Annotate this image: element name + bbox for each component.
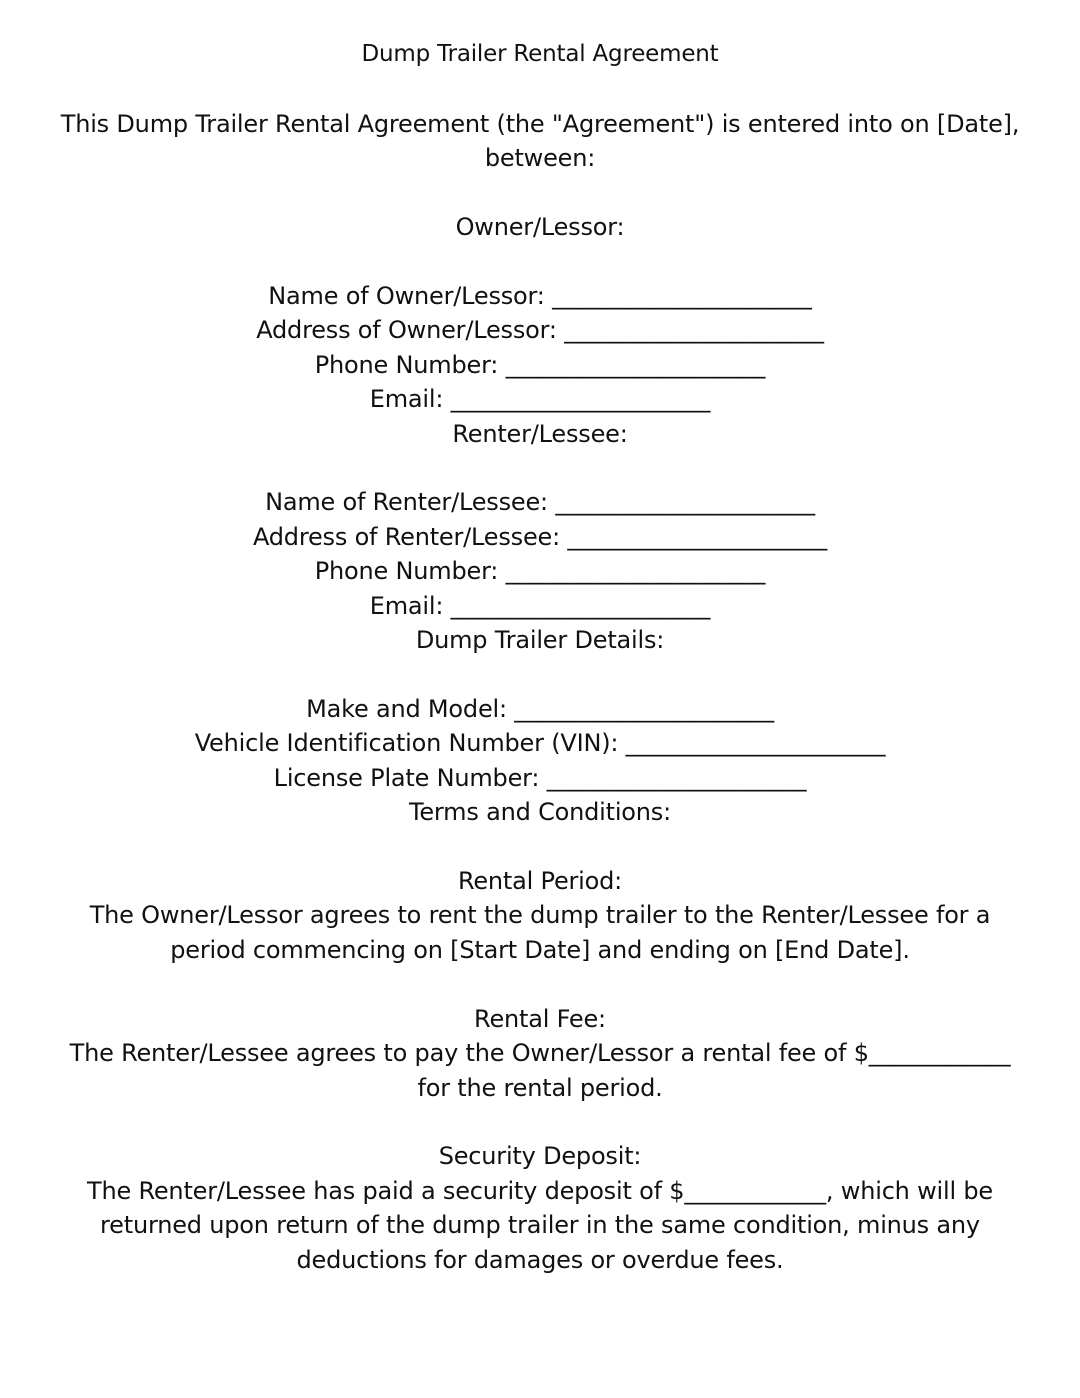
security-deposit-line-1: The Renter/Lessee has paid a security deposit of $____________, which will be — [87, 1177, 993, 1205]
renter-email-field: Email: ______________________ — [369, 592, 711, 620]
renter-heading: Renter/Lessee: — [452, 420, 628, 448]
rental-period-line-1: The Owner/Lessor agrees to rent the dump trailer to the Renter/Lessee for a — [89, 901, 991, 929]
rental-fee-line-2: for the rental period. — [417, 1074, 663, 1102]
intro-line-2: between: — [484, 144, 596, 172]
trailer-plate-field: License Plate Number: ______________________ — [273, 764, 807, 792]
renter-address-field: Address of Renter/Lessee: ______________________ — [252, 523, 828, 551]
trailer-vin-field: Vehicle Identification Number (VIN): ______________________ — [194, 729, 886, 757]
renter-name-field: Name of Renter/Lessee: ______________________ — [265, 488, 815, 516]
document-title: Dump Trailer Rental Agreement — [361, 41, 719, 67]
owner-name-field: Name of Owner/Lessor: ______________________ — [268, 282, 812, 310]
rental-fee-heading: Rental Fee: — [474, 1005, 606, 1033]
security-deposit-line-3: deductions for damages or overdue fees. — [296, 1246, 784, 1274]
security-deposit-heading: Security Deposit: — [438, 1142, 642, 1170]
renter-phone-field: Phone Number: ______________________ — [314, 557, 766, 585]
trailer-make-model-field: Make and Model: ______________________ — [306, 695, 774, 723]
rental-fee-line-1: The Renter/Lessee agrees to pay the Owner/Lessor a rental fee of $____________ — [69, 1039, 1011, 1067]
intro-line-1: This Dump Trailer Rental Agreement (the "Agreement") is entered into on [Date], — [60, 110, 1020, 138]
owner-heading: Owner/Lessor: — [455, 213, 625, 241]
security-deposit-line-2: returned upon return of the dump trailer in the same condition, minus any — [100, 1211, 980, 1239]
rental-period-heading: Rental Period: — [457, 867, 623, 895]
owner-phone-field: Phone Number: ______________________ — [314, 351, 766, 379]
owner-email-field: Email: ______________________ — [369, 385, 711, 413]
rental-period-line-2: period commencing on [Start Date] and ending on [End Date]. — [170, 936, 910, 964]
terms-heading: Terms and Conditions: — [408, 798, 671, 826]
owner-address-field: Address of Owner/Lessor: ______________________ — [256, 316, 824, 344]
trailer-heading: Dump Trailer Details: — [415, 626, 665, 654]
